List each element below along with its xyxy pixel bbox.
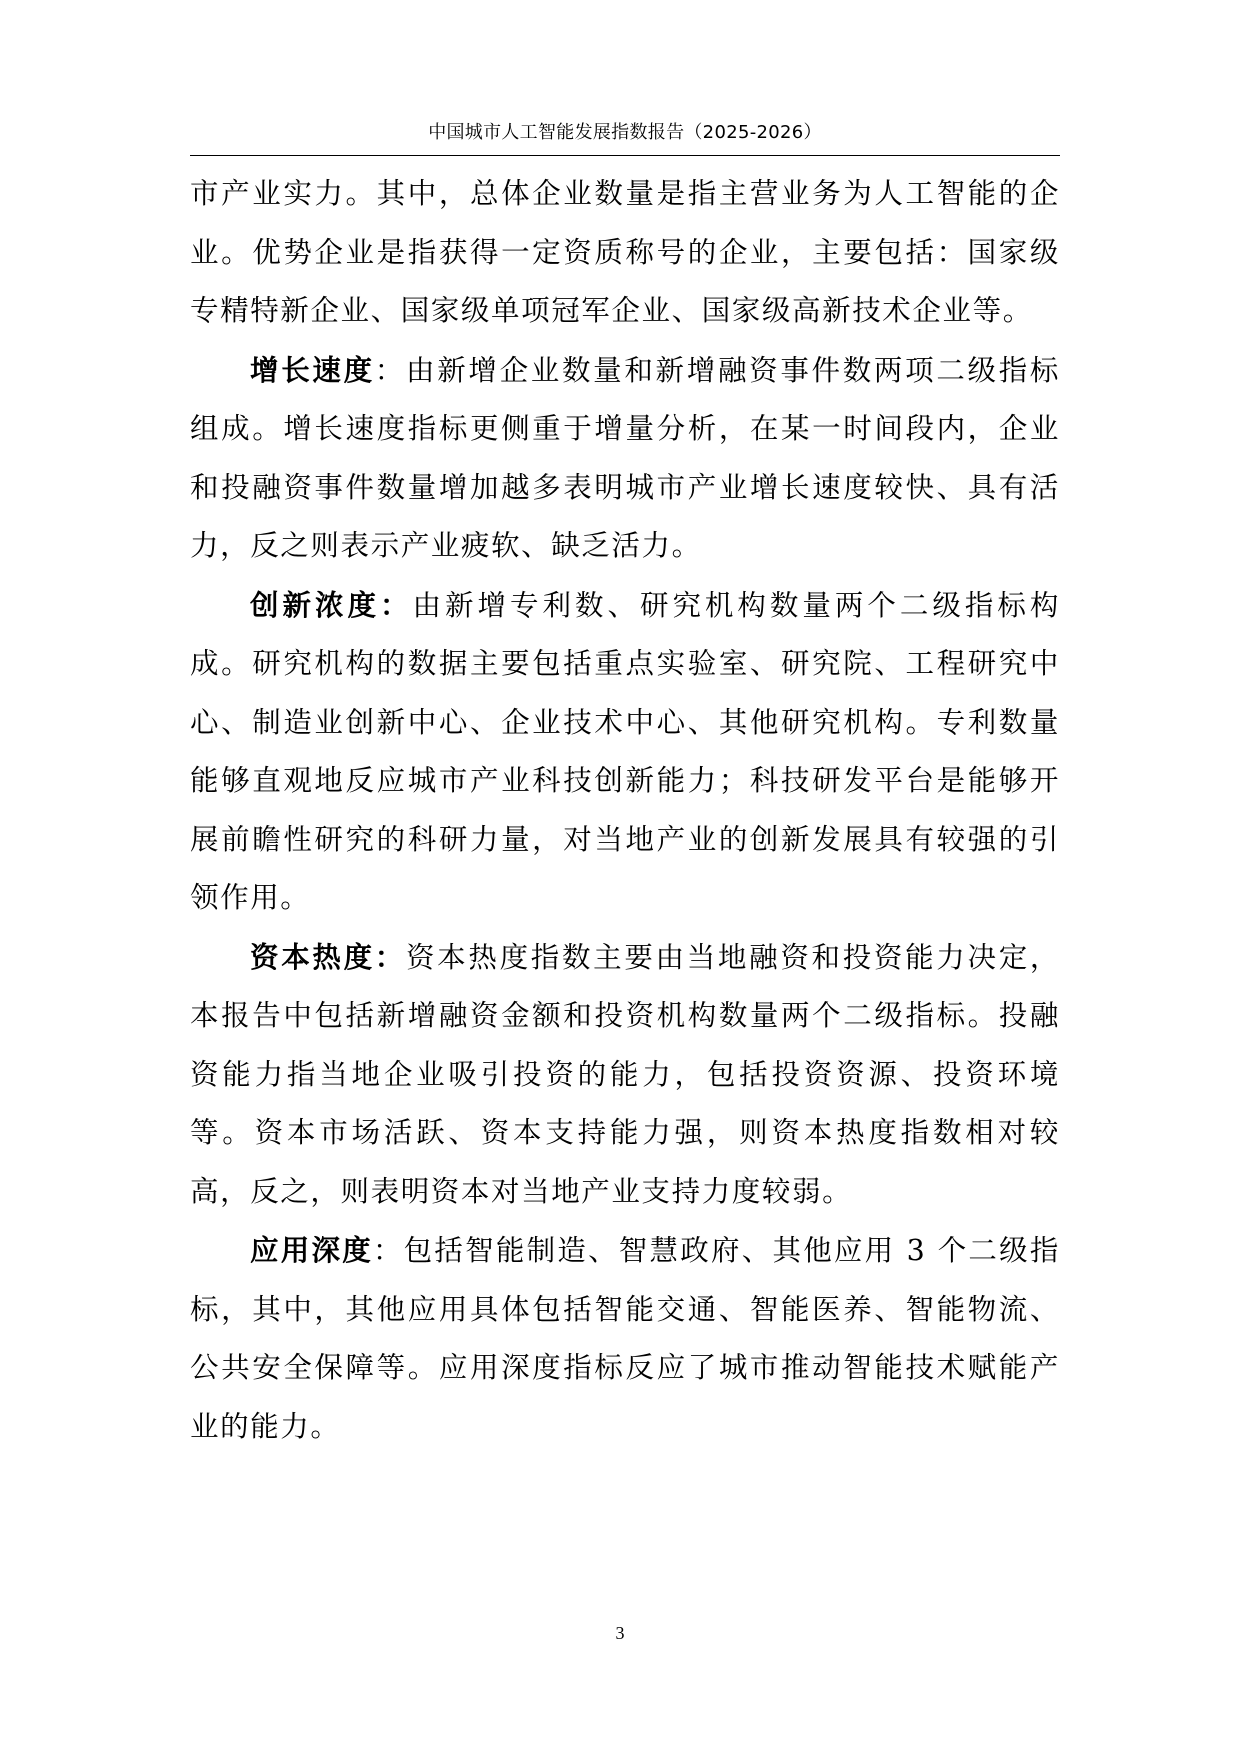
paragraph-industry-strength: [190, 165, 1060, 341]
page-number: 3: [615, 1623, 625, 1643]
paragraph-text: 由新增专利数、研究机构数量两个二级指标构成。研究机构的数据主要包括重点实验室、研究院、工程研究中心、制造业创新中心、企业技术中心、其他研究机构。专利数量能够直观地反应城市产业科技创新能力；科技研发平台是能够开展前瞻性研究的科研力量，对当地产业的创新发展具有较强的引领作用。: [190, 588, 1060, 914]
paragraph-growth-speed: [190, 341, 1060, 576]
term-heading: 创新浓度：: [250, 587, 413, 622]
paragraph-application-depth: [190, 1221, 1060, 1456]
term-heading: 应用深度: [250, 1233, 373, 1267]
paragraph-text: 资本热度指数主要由当地融资和投资能力决定，本报告中包括新增融资金额和投资机构数量两个二级指标。投融资能力指当地企业吸引投资的能力，包括投资资源、投资环境等。资本市场活跃、资本支持能力强，则资本热度指数相对较高，反之，则表明资本对当地产业支持力度较弱。: [190, 940, 1060, 1208]
term-heading: 资本热度：: [250, 939, 406, 974]
paragraph-innovation-density: [190, 576, 1060, 928]
report-title: 中国城市人工智能发展指数报告（2025-2026）: [428, 122, 822, 143]
term-heading: 增长速度: [250, 352, 375, 387]
paragraph-text: 市产业实力。其中，总体企业数量是指主营业务为人工智能的企业。优势企业是指获得一定资质称号的企业，主要包括：国家级专精特新企业、国家级单项冠军企业、国家级高新技术企业等。: [190, 177, 1060, 327]
paragraph-text: ：由新增企业数量和新增融资事件数两项二级指标组成。增长速度指标更侧重于增量分析，在某一时间段内，企业和投融资事件数量增加越多表明城市产业增长速度较快、具有活力，反之则表示产业疲软、缺乏活力。: [190, 353, 1061, 562]
paragraph-text: ：包括智能制造、智慧政府、其他应用 3 个二级指标，其中，其他应用具体包括智能交通、智能医养、智能物流、公共安全保障等。应用深度指标反应了城市推动智能技术赋能产业的能力。: [190, 1234, 1060, 1443]
page-header: [190, 112, 1060, 156]
paragraph-capital-heat: [190, 928, 1060, 1222]
document-body: [190, 165, 1060, 1456]
